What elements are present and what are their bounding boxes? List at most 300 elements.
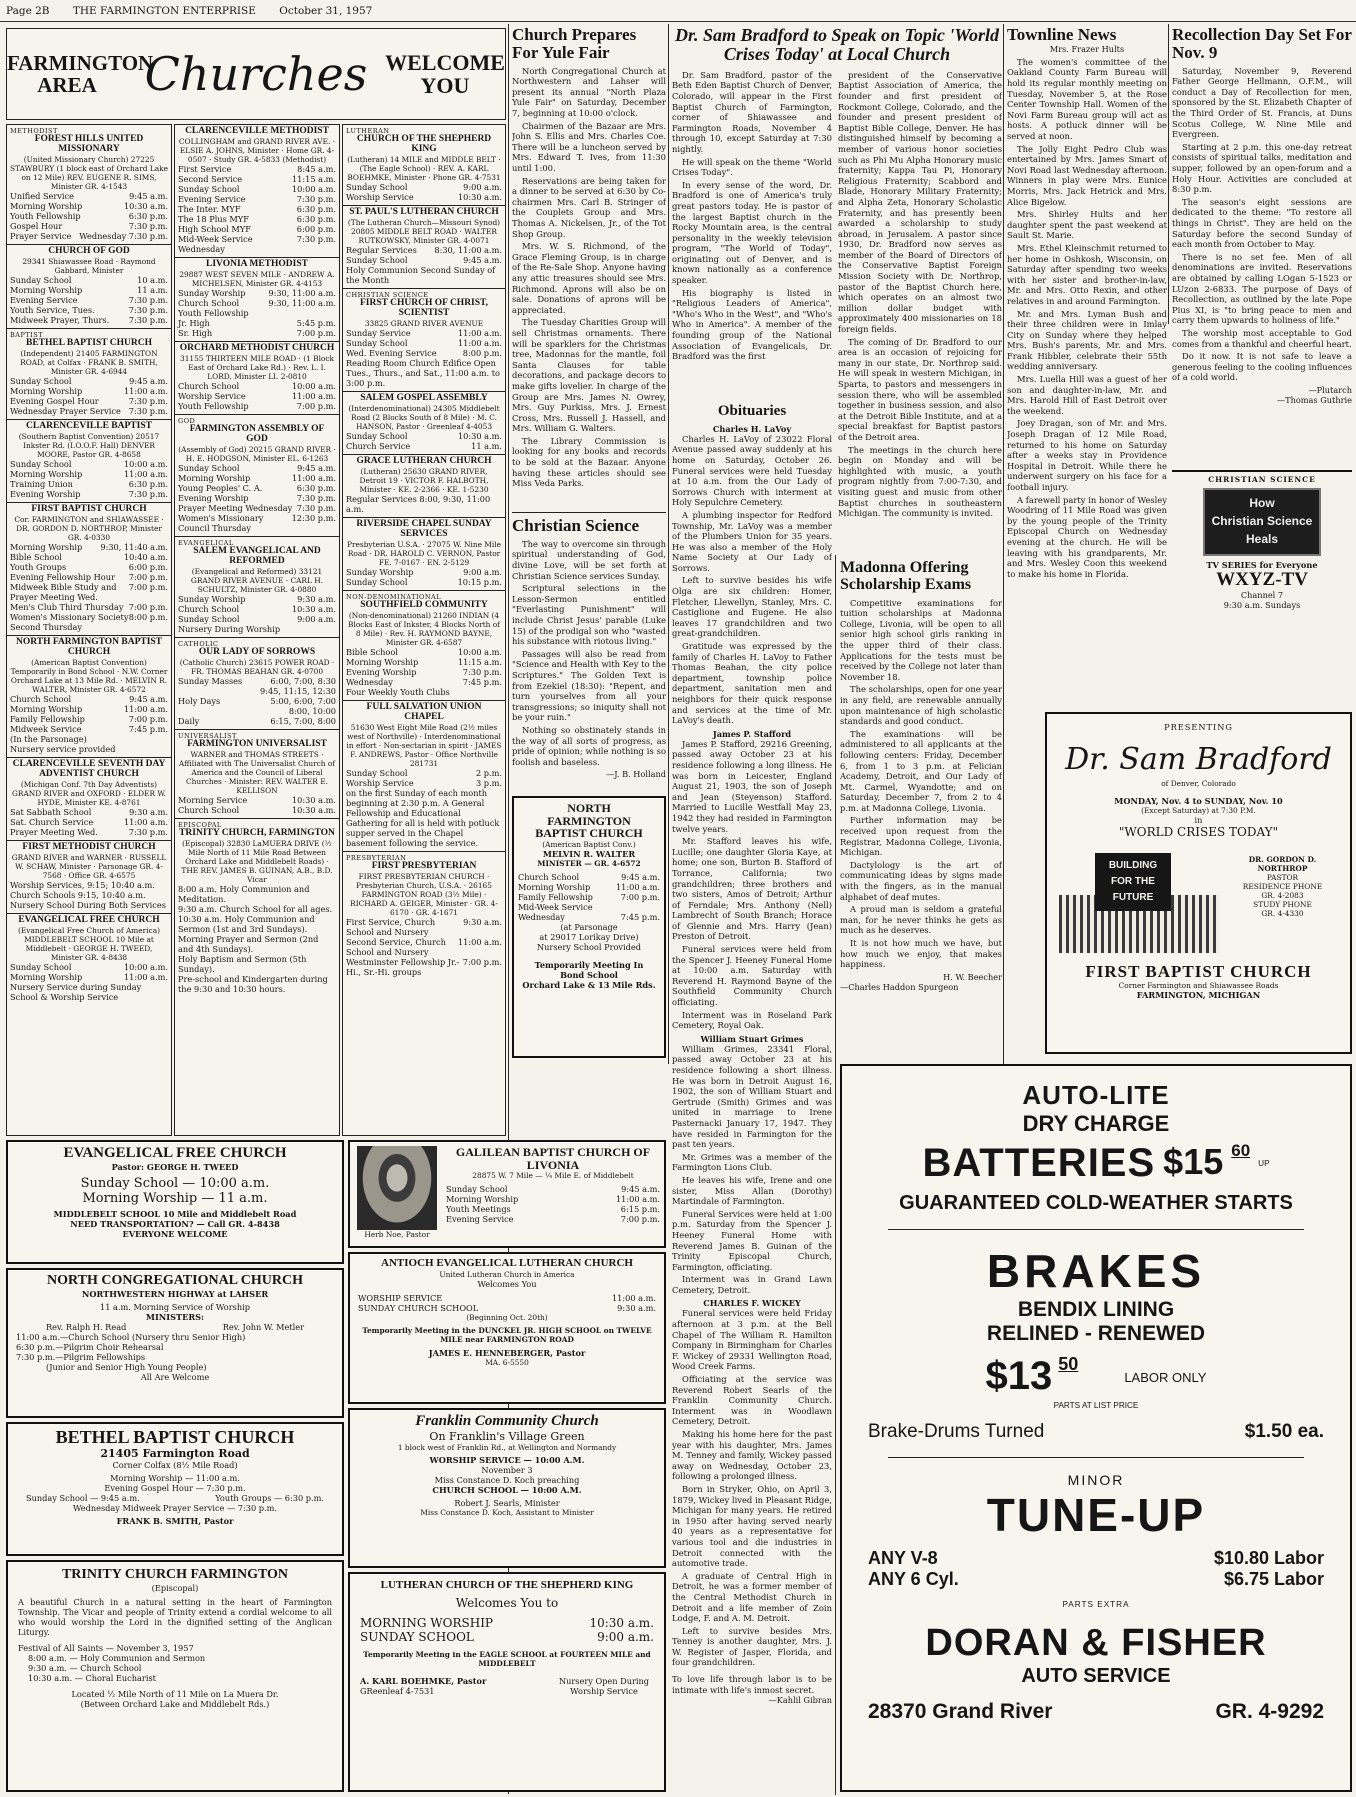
listing-church-name: FULL SALVATION UNION CHAPEL (366, 701, 482, 722)
paragraph: There is no set fee. Men of all denominations are invited. Reservations are obtained by calling LOgan 5-1523 or LUzon 2-6833. The purpose of Days of Recollection, as outlined by the late Pope Pius XI, is "to bring peace to men and carry them upwards to holiness of life." (1172, 251, 1352, 326)
ad-time: 9:00 a.m. (597, 1629, 654, 1644)
listing-schedule-row (10, 694, 168, 704)
schedule-time: 7:30 p.m. (128, 405, 168, 416)
schedule-label: The Inter. MYF (178, 203, 241, 214)
paragraph: Competitive examinations for tuition scholarships at Madonna College, Livonia, will be open to all senior high school girls ranking in the upper third of their class. Applications for the tests must be received by the College not later than November 18. (840, 597, 1002, 682)
schedule-time: 6:30 p.m. (128, 478, 168, 489)
listing-schedule-row (178, 328, 336, 338)
schedule-label: Young Peoples' C. A. (178, 482, 263, 493)
schedule-label: Evening Worship (178, 492, 249, 503)
schedule-time: 11 a.m. (137, 284, 168, 295)
schedule-time: 12:30 p.m. (291, 512, 336, 523)
ad-city: FARMINGTON, MICHIGAN (1136, 989, 1261, 1000)
schedule-label: Training Union (10, 478, 73, 489)
paragraph: Dactylology is the art of communicating ideas by signs made with the fingers, as in the manual alphabet of deaf mutes. (840, 859, 1002, 902)
listing-schedule-row (10, 602, 168, 612)
article-headline: Townline News (1007, 26, 1117, 44)
ad-line: AUTO-LITE (1022, 1080, 1170, 1110)
paragraph: Reservations are being taken for a dinner to be served at 6:30 by Co-chairmen Mrs. Carl B. Stringer of the Couplets Group and Mrs. Thomas A. Nickelsen, Jr., of the Tot Shop Group. (512, 175, 666, 239)
ad-title: FARMINGTON (547, 813, 631, 828)
listing-schedule-row (346, 917, 502, 937)
schedule-label: Sunday Masses (178, 675, 243, 686)
churches-directory-header (6, 28, 506, 120)
ad-price: $10.80 Labor (1213, 1548, 1324, 1568)
ad-line: Bond School (560, 969, 618, 980)
ad-line: 11:00 a.m.—Church School (Nursery thru Senior High) (16, 1331, 246, 1342)
ad-product: BRAKES (986, 1245, 1206, 1297)
listing-schedule-row (178, 473, 336, 483)
listing-schedule-row (178, 594, 336, 604)
schedule-label: First Service, Church School and Nursery (346, 916, 436, 937)
ad-minister: Rev. John W. Metler (222, 1321, 304, 1332)
church-listing (7, 125, 171, 245)
ad-line: (Between Orchard Lake and Middlebelt Rds.) (80, 1698, 270, 1709)
listing-church-name: ST. PAUL'S LUTHERAN CHURCH (349, 206, 499, 217)
schedule-label: Prayer Service (10, 230, 72, 241)
obituary-name: Charles H. LaVoy (712, 423, 792, 434)
schedule-time: 9:30, 11:00 a.m. (268, 287, 336, 298)
schedule-time: 2 p.m. (475, 767, 502, 778)
column-rule (835, 555, 836, 1795)
ad-line: PARTS EXTRA (1062, 1600, 1130, 1609)
galilean-baptist-ad (348, 1140, 666, 1248)
schedule-time: 9:30, 11:40 a.m. (100, 541, 168, 552)
church-listing (343, 125, 505, 206)
listing-schedule-row (10, 562, 168, 572)
listing-schedule-row (178, 308, 336, 318)
ad-church-name: TRINITY CHURCH FARMINGTON (61, 1567, 289, 1582)
ad-line: Sunday School — 10:00 a.m. (80, 1175, 270, 1191)
schedule-time: 10:30 a.m. (457, 191, 502, 202)
schedule-time: 10:30 a.m. (123, 200, 168, 211)
church-listing (343, 591, 505, 701)
header-farmington-area: FARMINGTON AREA (7, 50, 154, 97)
church-listing-column-2 (174, 124, 340, 1136)
ad-line: All Are Welcome (140, 1371, 210, 1382)
schedule-time: 7:45 p.m. (462, 676, 502, 687)
paragraph: The Jolly Eight Pedro Club was entertained by Mrs. James Smart of Novi Road last Wednesday afternoon. Winners in play were Mrs. Eunice Morris, Mrs. Jack Hetrick and Mrs. Alice Bigelow. (1007, 143, 1167, 207)
article-headline: Church Prepares For Yule Fair (512, 26, 637, 62)
paragraph: Funeral Services were held at 1:00 p.m. Saturday from the Spencer J. Heeney Funeral Home with Reverend James B. Guinan of the Trinity Episcopal Church, Farmington, officiating. (672, 1208, 832, 1272)
listing-schedule-row (10, 305, 168, 315)
church-listing-column-1 (6, 124, 172, 1136)
ad-church-name: NORTH CONGREGATIONAL CHURCH (47, 1273, 303, 1288)
paragraph: Further information may be received upon request from the Registrar, Madonna College, Livonia, Michigan. (840, 815, 1002, 858)
listing-church-name: GRACE LUTHERAN CHURCH (356, 455, 492, 466)
listing-church-name: FIRST PRESBYTERIAN (371, 860, 477, 871)
paragraph: Mr. Stafford leaves his wife, Lucille; one daughter Gloria Kaye, at home; one son, Burton B. Stafford of Torrance, California; two grandchildren; three brothers and two sisters, Amos of Detroit; Arthur of Ferndale; Mrs. Anthony (Nell) Lambrecht of South Branch; Horace of Glennie and Mrs. Harry (Jean) Preston of Detroit. (672, 836, 832, 942)
listing-schedule-row (346, 677, 502, 687)
schedule-time: 11:00 a.m. (457, 337, 502, 348)
schedule-label: Sunday School (446, 1184, 508, 1195)
paragraph: The worship most acceptable to God comes from a thankful and cheerful heart. (1172, 327, 1352, 349)
church-building-illustration (1055, 847, 1223, 957)
schedule-row (446, 1194, 660, 1204)
schedule-time: 8:30, 11:00 a.m. (434, 244, 502, 255)
schedule-label: Sunday School (178, 613, 240, 624)
ad-line: Evening Gospel Hour — 7:30 p.m. (104, 1482, 246, 1493)
schedule-time: 9:45, 11:15, 12:30 (260, 685, 336, 696)
schedule-label: Women's Missionary Council Thursday (178, 512, 264, 533)
ad-line: 8:00 a.m. — Holy Communion and Sermon (28, 1652, 206, 1663)
schedule-label: Midweek Bible Study and Prayer Meeting Wed. (10, 581, 117, 602)
schedule-label: Nursery During Worship (178, 623, 281, 634)
listing-info: WARNER and THOMAS STREETS · Affiliated with The Universalist Church of America and the Council of Liberal Churches · Minister: REV. WALTER E. KELLISON (178, 749, 336, 795)
presenting-bradford-ad (1045, 712, 1352, 1054)
paragraph: Born in Stryker, Ohio, on April 3, 1879, Wickey lived in Pleasant Ridge, Michigan for many years. He retired in 1950 after having served nearly 40 years as a representative for various tool and die industries in Detroit connected with the automotive trade. (672, 1483, 832, 1569)
listing-schedule-row (178, 884, 336, 904)
ad-church-name: Franklin Community Church (415, 1413, 599, 1429)
listing-church-name: SALEM GOSPEL ASSEMBLY (360, 392, 488, 403)
schedule-label: Morning Worship (10, 703, 83, 714)
listing-schedule-row (346, 245, 502, 255)
schedule-time: 7:30 p.m. (128, 395, 168, 406)
listing-schedule-row (178, 463, 336, 473)
listing-schedule-row (178, 503, 336, 513)
article-body (1007, 57, 1167, 580)
paragraph: The women's committee of the Oakland County Farm Bureau will hold its regular monthly meeting on Tuesday, November 5, at the Rose Center Township Hall. Women of the Novi Farm Bureau group will act as hosts. A potluck dinner will be served at noon. (1007, 56, 1167, 141)
listing-schedule-row (10, 479, 168, 489)
listing-info: Cor. FARMINGTON and SHIAWASSEE · DR. GORDON D. NORTHROP, Minister GR. 4-0330 (14, 514, 164, 542)
schedule-time: 10:30 a.m. (457, 430, 502, 441)
listing-schedule-row (10, 406, 168, 416)
header-churches: Churches (144, 47, 368, 101)
ad-time: 11:00 a.m. (611, 1292, 656, 1303)
listing-schedule-row (346, 667, 502, 677)
schedule-time: Wednesday 7:30 p.m. (79, 230, 168, 241)
schedule-label: Holy Baptism and Sermon (5th Sunday). (178, 953, 307, 974)
ad-line: WORSHIP SERVICE — 10:00 A.M. (429, 1454, 585, 1465)
schedule-time: 10:00 a.m. (123, 458, 168, 469)
ad-price-suffix: UP (1258, 1159, 1270, 1168)
schedule-label: Morning Worship (346, 656, 419, 667)
ad-phone: GReenleaf 4-7531 (360, 1685, 435, 1696)
listing-schedule-row (178, 904, 336, 914)
ad-assistant: Miss Constance D. Koch, Assistant to Minister (420, 1507, 594, 1517)
obituary-body (672, 1044, 832, 1296)
paragraph: The Library Commission is looking for any books and records to be sold at the Bazaar. Anyone having these articles should see Miss Veda Parks. (512, 435, 666, 489)
listing-schedule-row (346, 358, 502, 388)
church-listing (343, 289, 505, 392)
schedule-time: 8:45 a.m. (297, 163, 336, 174)
listing-schedule-row (10, 315, 168, 325)
listing-schedule-row (178, 381, 336, 391)
ad-line: DRY CHARGE (1022, 1111, 1170, 1136)
ad-line: Orchard Lake & 13 Mile Rds. (522, 979, 656, 990)
schedule-time: 7:00 p.m. (128, 713, 168, 724)
paragraph: Do it now. It is not safe to leave a generous feeling to the cooling influences of a cold world. (1172, 351, 1352, 383)
paragraph: The Tuesday Charities Group will sell Christmas ornaments. There will be sparklers for the Christmas tree, Madonnas for the mantle, foil Santa Clauses for table decorations, and package decors to make gifts lovelier. In charge of the Group are Mrs. James N. Owrey, Mrs. Guy Purkiss, Mrs. J. Ernest Cross, Mrs. Russell J. Hassell, and Mrs. William G. Walters. (512, 317, 666, 434)
church-listing (175, 125, 339, 258)
schedule-label: Sat. Church Service (10, 816, 94, 827)
schedule-time: 10:00 a.m. (457, 646, 502, 657)
listing-schedule-row (178, 214, 336, 224)
schedule-label: Church School (178, 804, 240, 815)
listing-schedule-row (178, 676, 336, 686)
obituary-name: William Stuart Grimes (700, 1033, 804, 1044)
ad-speaker-name: Dr. Sam Bradford (1065, 742, 1332, 777)
obituary-name: James P. Stafford (712, 728, 792, 739)
schedule-label: Bible School (10, 551, 62, 562)
paragraph: James P. Stafford, 29216 Greening, passed away October 23 at his residence following a long illness. He was born in Leicester, England August 21, 1903, the son of Joseph and Jean (Steyenson) Stafford. Married to Lucille Westfall May 23, 1942 they had resided in Farmington twelve years. (672, 738, 832, 834)
listing-schedule-row (178, 795, 336, 805)
ad-church-name: GALILEAN BAPTIST CHURCH OF LIVONIA (455, 1145, 651, 1172)
ad-line: Sunday School — 9:45 a.m. (26, 1492, 140, 1503)
schedule-label: Church School (178, 297, 240, 308)
schedule-label: Morning Worship (518, 881, 591, 892)
paragraph: Funeral services were held from the Spencer J. Heeney Funeral Home at 10:00 a.m. Saturday with Reverend H. Raymond Bayne of the Southfield Community Church officiating. (672, 944, 832, 1008)
listing-info: GRAND RIVER and WARNER · RUSSELL W. SCHAW, Minister · Parsonage GR. 4-7568 · Office GR. 4-6575 (11, 852, 167, 880)
tv-time: 9:30 a.m. Sundays (1223, 599, 1301, 610)
schedule-row (518, 912, 660, 922)
listing-info: 51630 West Eight Mile Road (2½ miles west of Northville) · Interdenominational in effort · Non-sectarian in spirit · JAMES F. ANDREWS, Pastor · Office Northville 281731 (346, 722, 502, 768)
listing-church-name: EVANGELICAL FREE CHURCH (18, 914, 160, 925)
schedule-label: Men's Club Third Thursday (10, 601, 124, 612)
ad-price: $13 (985, 1354, 1053, 1398)
ad-line: 10:30 a.m. — Choral Eucharist (28, 1672, 156, 1683)
schedule-time: 9:30 a.m. (129, 806, 168, 817)
listing-schedule-row (346, 338, 502, 348)
church-illustration-row (1055, 847, 1342, 957)
schedule-time: 7:45 p.m. (128, 723, 168, 734)
tv-screen (1203, 488, 1321, 556)
schedule-time: 6:00, 7:00, 8:30 (270, 675, 336, 686)
north-farmington-baptist-ad (512, 796, 666, 1058)
listing-schedule-row (178, 391, 336, 401)
schedule-row (518, 882, 660, 892)
schedule-time: 6:00 p.m. (128, 561, 168, 572)
ad-pastor: FRANK B. SMITH, Pastor (116, 1515, 234, 1526)
schedule-time: 5:00, 6:00, 7:00 (270, 695, 336, 706)
ad-ministers-label: MINISTERS: (145, 1311, 205, 1322)
schedule-time: 10 a.m. (137, 274, 168, 285)
ad-welcome: Welcomes You to (455, 1595, 559, 1610)
pastor-name: DR. GORDON D. NORTHROP (1248, 855, 1317, 873)
listing-church-name: FARMINGTON ASSEMBLY OF GOD (189, 423, 325, 444)
ad-line: Wednesday Midweek Prayer Service — 7:30 p.m. (73, 1502, 277, 1513)
church-listing (175, 638, 339, 730)
ad-service: Brake-Drums Turned (868, 1421, 1045, 1442)
ad-line: at 29017 Lorikay Drive) (539, 931, 639, 942)
paragraph: Funeral services were held Friday afternoon at 3 p.m. at the Bell Chapel of The William R. Hamilton Company in Birmingham for Charles F. Wickey of 29331 Wellington Road, Wood Creek Farms. (672, 1308, 832, 1372)
paragraph: The examinations will be administered to all applicants at the following centers: Friday, December 6, from 1 to 3 p.m. at Felician Academy, Detroit, and Our Lady of Mt. Carmel, Wyandotte; and on Saturday, December 7, from 2 to 4 p.m. at Madonna College, Livonia. (840, 728, 1002, 813)
listing-schedule-row (10, 295, 168, 305)
schedule-time: 8:00 p.m. (128, 611, 168, 622)
ad-theme: "WORLD CRISES TODAY" (1118, 825, 1279, 839)
ad-price-cents: 50 (1058, 1354, 1079, 1374)
listing-info: (Southern Baptist Convention) 20517 Inkster Rd. (I.O.O.F. Hall) DENVER MOORE, Pastor GR. 4-8658 (18, 431, 160, 459)
listing-schedule-row (10, 221, 168, 231)
article-body (512, 66, 666, 489)
page-number: Page 2B (6, 5, 50, 17)
paragraph: Mr. Grimes was a member of the Farmington Lions Club. (672, 1151, 832, 1173)
ad-line: 6:30 p.m.—Pilgrim Choir Rehearsal (16, 1341, 164, 1352)
schedule-time: 10:15 p.m. (457, 576, 502, 587)
listing-schedule-row (346, 192, 502, 202)
schedule-time: 6:15 p.m. (620, 1204, 660, 1215)
schedule-time: 7:00 p.m. (128, 601, 168, 612)
schedule-label: Church Schools 9:15, 10:40 a.m. (10, 889, 146, 900)
schedule-label: Morning Worship (10, 200, 83, 211)
schedule-label: Church School (178, 380, 240, 391)
schedule-time: 11:15 a.m. (457, 656, 502, 667)
ad-price-note: LABOR ONLY (1124, 1370, 1207, 1385)
schedule-label: Morning Worship (10, 468, 83, 479)
church-listing (343, 455, 505, 518)
church-listing (175, 342, 339, 415)
masthead (0, 0, 1356, 22)
schedule-time: 11 a.m. (471, 440, 502, 451)
schedule-time: 7:00 p.m. (128, 571, 168, 582)
schedule-label: Jr. High (178, 317, 210, 328)
schedule-time: 7:00 p.m. (620, 1214, 660, 1225)
ad-line: SUNDAY SCHOOL (360, 1629, 474, 1644)
paragraph: Mr. and Mrs. Lyman Bush and their three children were in Imlay City on Sunday where they helped Mrs. Bush's parents, Mr. and Mrs. Frank Hibbler, celebrate their 55th wedding anniversary. (1007, 308, 1167, 372)
listing-category: CATHOLIC (178, 639, 219, 648)
listing-schedule-row (10, 744, 168, 754)
listing-schedule-row (178, 493, 336, 503)
ad-line: 11 a.m. Morning Service of Worship (100, 1301, 250, 1312)
listing-info: 29341 Shiawassee Road · Raymond Gabbard, Minister (22, 256, 156, 275)
schedule-time: 7:30 p.m. (296, 233, 336, 244)
listing-schedule-row (10, 817, 168, 827)
schedule-time: 7:30 p.m. (128, 826, 168, 837)
pastor-title: PASTOR (1266, 873, 1299, 882)
paragraph: The scholarships, open for one year in any field, are renewable annually upon maintenance of high scholastic standards and good conduct. (840, 684, 1002, 727)
listing-schedule-row (10, 972, 168, 982)
paragraph: A farewell party in honor of Wesley Woodring of 11 Mile Road was given by the young people of the Trinity Episcopal Church on Wednesday evening at the church. He will be leaving with his grandparents, Mr. and Mrs. Wesley Coon this weekend to make his home in Florida. (1007, 494, 1167, 579)
article-recollection-day (1172, 26, 1352, 466)
ad-line: AUTO SERVICE (1021, 1665, 1171, 1687)
schedule-label: Sunday School (346, 337, 408, 348)
paragraph: Scriptural selections in the Lesson-Sermon entitled "Everlasting Punishment" will include Christ Jesus' parable (Luke 15) of the prodigal son who "wasted his substance with riotous living." (512, 583, 666, 647)
paragraph: Passages will also be read from "Science and Health with Key to the Scriptures." The Golden Text is from Ezekiel (18:30): "Repent, and turn yourselves from all your transgressions; so iniquity shall not be your ruin." (512, 648, 666, 723)
schedule-label: Morning Prayer and Sermon (2nd and 4th Sundays). (178, 933, 319, 954)
ad-line: of Denver, Colorado (1161, 779, 1236, 788)
listing-schedule-row (346, 567, 502, 577)
article-byline: Mrs. Frazer Hults (1049, 43, 1125, 54)
phone-value: GR. 4-2083 (1261, 891, 1304, 900)
ad-product: BATTERIES (922, 1141, 1156, 1185)
ad-welcome: Welcomes You (477, 1278, 537, 1289)
listing-church-name: FIRST BAPTIST CHURCH (31, 503, 147, 514)
schedule-label: Worship Service (178, 390, 246, 401)
schedule-time: 7:30 p.m. (296, 492, 336, 503)
listing-schedule-row (10, 724, 168, 734)
paragraph: He leaves his wife, Irene and one sister, Miss Allan (Dorothy) Martindale of Farmington. (672, 1174, 832, 1207)
schedule-label: Four Weekly Youth Clubs (346, 686, 450, 697)
schedule-label: Morning Service (178, 794, 248, 805)
schedule-time: 6:00 p.m. (296, 223, 336, 234)
paragraph: Starting at 2 p.m. this one-day retreat consists of spiritual talks, meditation and supper, followed by an open-forum and a Holy Hour. Activities are concluded at 8:30 p.m. (1172, 141, 1352, 195)
ad-line: Morning Worship — 11:00 a.m. (110, 1472, 240, 1483)
schedule-time: 7:30 p.m. (128, 220, 168, 231)
listing-schedule-row (346, 937, 502, 957)
listing-schedule-row (178, 686, 336, 696)
ad-phone: MA. 6-5550 (485, 1357, 529, 1367)
issue-date: October 31, 1957 (279, 5, 373, 17)
schedule-label: Sunday School (178, 462, 240, 473)
ad-line: GUARANTEED COLD-WEATHER STARTS (899, 1192, 1293, 1214)
listing-info: (Assembly of God) 20215 GRAND RIVER · H. E. HODGSON, Minister EL. 6-1263 (178, 444, 336, 463)
listing-schedule-row (346, 577, 502, 587)
paragraph: Left to survive besides Mrs. Tenney is another daughter, Mrs. J. W. Register of Jasper, Florida, and four grandchildren. (672, 1625, 832, 1668)
ad-subtitle: United Lutheran Church in America (439, 1269, 575, 1279)
schedule-time: 7:30 p.m. (128, 294, 168, 305)
schedule-label: Mid-Week Service (518, 901, 593, 912)
listing-schedule-row (10, 552, 168, 562)
article-headline: Christian Science (512, 516, 640, 535)
paragraph: Charles H. LaVoy of 23022 Floral Avenue passed away suddenly at his home on Saturday, October 26. Funeral services were held Tuesday at 10 a.m. from the Our Lady of Sorrows Church with interment at Holy Sepulchre Cemetery. (672, 433, 832, 508)
listing-schedule-row (346, 265, 502, 285)
ad-schedule (446, 1184, 660, 1224)
paragraph: Joey Dragan, son of Mr. and Mrs. Joseph Dragan of 12 Mile Road, returned to his home on Saturday after a weeks stay in Providence Hospital in Detroit. While there he underwent surgery on his face for a football injury. (1007, 418, 1167, 492)
listing-info: (Independent) 21405 FARMINGTON ROAD, at Colfax · FRANK B. SMITH, Minister GR. 4-6944 (20, 348, 158, 376)
schedule-label: Nursery Service during Sunday School & Worship Service (10, 981, 142, 1002)
paragraph: Left to survive besides his wife Olga are six children: Homer, Fletcher, Llewellyn, Stanley, Mrs. C. Castiglione and Eugene. He also leaves 17 grandchildren and two great-grandchildren. (672, 575, 832, 639)
schedule-time: 9:30, 11:00 a.m. (268, 297, 336, 308)
paragraph: The meetings in the church here begin on Monday and will be highlighted with music, a youth program nightly from 7:00-7:30, and visiting guest and music from other Baptist churches in southeastern Michigan. The community is invited. (838, 444, 1002, 519)
listing-schedule-row (10, 191, 168, 201)
listing-info: (American Baptist Convention) Temporarily in Bond School · N.W. Corner Orchard Lake at 13 Mile Rd. · MELVIN R. WALTER, Minister GR. 4-6572 (10, 657, 168, 694)
listing-schedule-row (178, 954, 336, 974)
ad-business-name: DORAN & FISHER (925, 1622, 1267, 1664)
schedule-time: 11:00 a.m. (457, 327, 502, 338)
ad-service: ANY V-8 (868, 1548, 938, 1568)
listing-schedule-row (178, 706, 336, 716)
ad-church-name: EVANGELICAL FREE CHURCH (63, 1145, 287, 1161)
schedule-time: 9:45 a.m. (129, 693, 168, 704)
listing-schedule-row (178, 604, 336, 614)
ad-line: BENDIX LINING (1017, 1298, 1175, 1321)
tv-line: Christian Science (1211, 514, 1313, 528)
schedule-time: 9:30 a.m. (297, 593, 336, 604)
schedule-label: Church School (518, 871, 580, 882)
paragraph: A plumbing inspector for Redford Township, Mr. LaVoy was a member of the Plumbers Union for 35 years. He was also a member of the Holy Name Society at Our Lady of Sorrows. (672, 509, 832, 573)
schedule-label: Morning Worship (10, 284, 83, 295)
ad-line: PRESENTING (1164, 722, 1233, 732)
listing-schedule-row (10, 285, 168, 295)
obituaries-section (672, 400, 832, 1792)
ad-address: NORTHWESTERN HIGHWAY at LAHSER (81, 1288, 269, 1299)
tv-station: WXYZ-TV (1216, 569, 1308, 590)
ad-line: (at Parsonage (560, 921, 618, 932)
tv-channel: Channel 7 (1240, 589, 1284, 600)
listing-schedule-row (178, 194, 336, 204)
schedule-label: Morning Worship (178, 472, 251, 483)
ad-church-name: FIRST BAPTIST CHURCH (1085, 962, 1312, 981)
listing-schedule-row (346, 687, 502, 697)
ad-line: EVERYONE WELCOME (122, 1228, 228, 1239)
church-listing (343, 518, 505, 591)
church-listing (7, 503, 171, 636)
ad-line: PARTS AT LIST PRICE (1053, 1401, 1139, 1410)
listing-schedule-row (178, 234, 336, 254)
ad-title: BAPTIST CHURCH (535, 826, 643, 841)
paragraph: president of the Conservative Baptist Association of America, the founder and first president of Rockmont College, Colorado, and the founder and present president of Baptist Bible College, Denver. He has distinguished himself by becoming a member of various honor societies such as Phi Mu Alpha Honorary music fraternity; Kappa Tau Pi, Honorary Religious Fraternity; Scabbord and Blade, Honorary Military Fraternity; and Alpha Zeta, Honorary Scholastic Fraternity, and has presently been awarded a scholarship to study abroad, in Jerusalem. A pastor since 1930, Dr. Bradford now serves as member of the Board of Directors of the Conservative Baptist Foreign Mission Society with Dr. Northrop, pastor of the Baptist Church here, which operates on an almost two million dollar budget with approximately 400 missionaries on 18 foreign fields. (838, 69, 1002, 335)
section-headline: Obituaries (717, 403, 787, 419)
obituary-body (672, 434, 832, 726)
listing-info: FIRST PRESBYTERIAN CHURCH · Presbyterian Church, U.S.A. · 26165 FARMINGTON ROAD (3½ Mile) · RICHARD A. GEIGER, Minister · GR. 4-6170 · GR. 4-1671 (350, 871, 498, 917)
listing-schedule-row (10, 982, 168, 1002)
listing-church-name: CHURCH OF THE SHEPHERD KING (356, 134, 492, 154)
tv-line: Heals (1245, 532, 1279, 546)
listing-category: LUTHERAN (346, 127, 390, 135)
listing-schedule-row (178, 298, 336, 308)
listing-schedule-row (10, 900, 168, 910)
schedule-label: Holy Communion Second Sunday of the Month (346, 264, 496, 285)
schedule-label: First Service (178, 163, 232, 174)
